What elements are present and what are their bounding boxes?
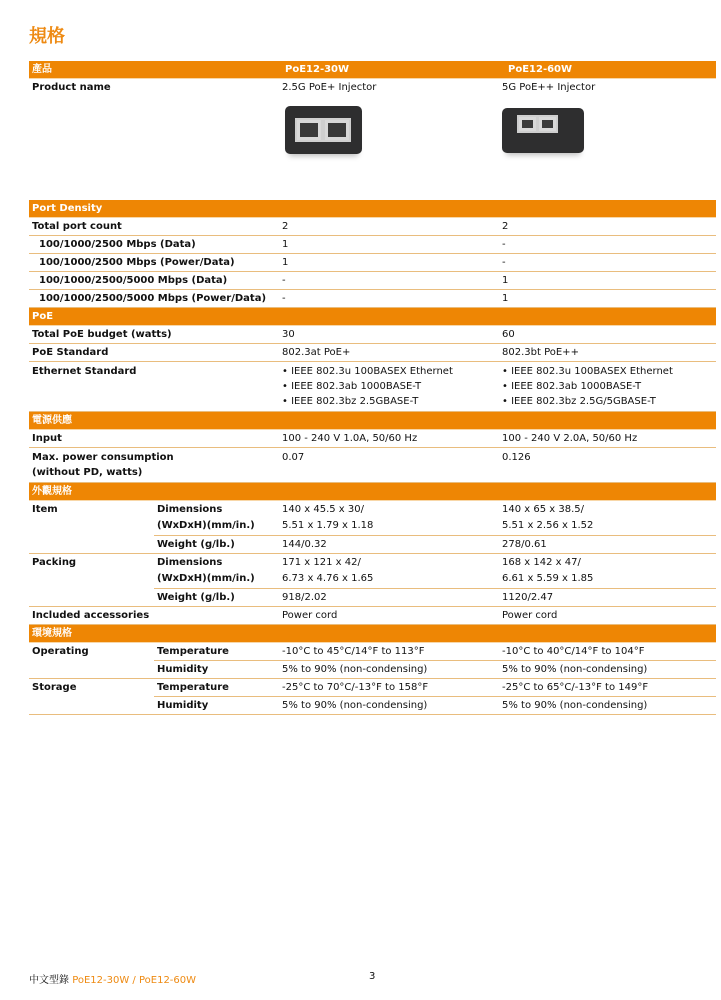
value-a: 1 (282, 239, 289, 250)
section-title: 環境規格 (32, 628, 72, 639)
value-b: 1 (502, 275, 509, 286)
product-image-row (29, 96, 716, 200)
value-a: 2 (282, 221, 289, 232)
value-a: 2.5G PoE+ Injector (282, 82, 377, 93)
table-row (29, 254, 716, 272)
header-product: 產品 (32, 64, 52, 75)
value-a: 918/2.02 (282, 592, 327, 603)
row-label: Temperature (157, 682, 229, 693)
value-a (279, 555, 499, 587)
row-label (29, 450, 279, 480)
row-label: Total port count (32, 221, 122, 232)
label-line: Dimensions (157, 557, 223, 568)
value-b: Power cord (502, 610, 558, 621)
header-model-b: PoE12-60W (508, 64, 573, 75)
row-label: Total PoE budget (watts) (32, 329, 172, 340)
row-label: Input (32, 433, 62, 444)
table-header (29, 61, 716, 79)
row-label: Temperature (157, 646, 229, 657)
table-row (154, 697, 716, 715)
product-image-b (502, 108, 584, 153)
list-item: • IEEE 802.3bz 2.5G/5GBASE-T (502, 396, 656, 407)
page-title: 規格 (29, 26, 65, 47)
row-label (154, 555, 279, 587)
table-row (154, 661, 716, 679)
footer-models: PoE12-30W / PoE12-60W (72, 975, 197, 986)
row-label: 100/1000/2500/5000 Mbps (Data) (39, 275, 228, 286)
table-row (29, 448, 716, 483)
value-b (499, 502, 716, 534)
header-model-a: PoE12-30W (285, 64, 350, 75)
table-row (29, 326, 716, 344)
label-line: (WxDxH)(mm/in.) (157, 520, 255, 531)
section-title: 外觀規格 (32, 486, 72, 497)
footer-label: 中文型錄 (29, 975, 69, 986)
section-environment (29, 625, 716, 643)
value-b: 2 (502, 221, 509, 232)
page-number: 3 (369, 971, 376, 982)
table-row (29, 607, 716, 625)
row-label: Humidity (157, 664, 209, 675)
value-a: 1 (282, 257, 289, 268)
value-a (279, 364, 499, 409)
table-row (154, 643, 716, 661)
label-line: Dimensions (157, 504, 223, 515)
value-a (279, 502, 499, 534)
value-a: - (282, 293, 286, 304)
group-operating (29, 643, 716, 679)
row-label: Weight (g/lb.) (157, 539, 235, 550)
value-a: -25°C to 70°C/-13°F to 158°F (282, 682, 429, 693)
value-line: 6.61 x 5.59 x 1.85 (502, 573, 594, 584)
value-b: 1 (502, 293, 509, 304)
value-b: - (502, 257, 506, 268)
value-b: 5% to 90% (non-condensing) (502, 700, 648, 711)
value-a: 5% to 90% (non-condensing) (282, 664, 428, 675)
table-row (154, 679, 716, 697)
list-item: • IEEE 802.3u 100BASEX Ethernet (502, 366, 673, 377)
list-item: • IEEE 802.3ab 1000BASE-T (282, 381, 422, 392)
label-line: (WxDxH)(mm/in.) (157, 573, 255, 584)
value-b: 60 (502, 329, 515, 340)
label-line: (without PD, watts) (32, 467, 143, 478)
table-row (29, 218, 716, 236)
value-b: - (502, 239, 506, 250)
row-label: Included accessories (32, 610, 150, 621)
value-b: 802.3bt PoE++ (502, 347, 579, 358)
value-line: 5.51 x 1.79 x 1.18 (282, 520, 374, 531)
value-line: 140 x 45.5 x 30/ (282, 504, 364, 515)
value-a: 100 - 240 V 1.0A, 50/60 Hz (282, 433, 418, 444)
port-out-icon (295, 118, 323, 142)
value-a: - (282, 275, 286, 286)
value-a: 0.07 (282, 452, 305, 463)
section-title: 電源供應 (32, 415, 72, 426)
label-line: Max. power consumption (32, 452, 174, 463)
table-row (29, 290, 716, 308)
footer (29, 971, 196, 986)
table-row (154, 589, 716, 607)
group-item (29, 501, 716, 554)
group-label: Item (29, 501, 154, 554)
table-row (29, 344, 716, 362)
value-line: 6.73 x 4.76 x 1.65 (282, 573, 374, 584)
group-label: Packing (29, 554, 154, 607)
section-poe (29, 308, 716, 326)
row-label (154, 502, 279, 534)
list-item: • IEEE 802.3ab 1000BASE-T (502, 381, 642, 392)
list-item: • IEEE 802.3u 100BASEX Ethernet (282, 366, 453, 377)
value-a: 5% to 90% (non-condensing) (282, 700, 428, 711)
value-a: -10°C to 45°C/14°F to 113°F (282, 646, 425, 657)
value-line: 168 x 142 x 47/ (502, 557, 581, 568)
row-label: 100/1000/2500 Mbps (Data) (39, 239, 196, 250)
value-a: 144/0.32 (282, 539, 327, 550)
section-physical (29, 483, 716, 501)
table-row (29, 430, 716, 448)
value-b: 278/0.61 (502, 539, 547, 550)
row-label: 100/1000/2500/5000 Mbps (Power/Data) (39, 293, 267, 304)
value-line: 171 x 121 x 42/ (282, 557, 361, 568)
value-b (499, 555, 716, 587)
port-out-icon (517, 115, 538, 133)
table-row (154, 536, 716, 554)
section-title: PoE (32, 311, 54, 322)
value-a: 30 (282, 329, 295, 340)
value-b: -25°C to 65°C/-13°F to 149°F (502, 682, 649, 693)
value-line: 5.51 x 2.56 x 1.52 (502, 520, 594, 531)
value-b: 100 - 240 V 2.0A, 50/60 Hz (502, 433, 638, 444)
value-b: -10°C to 40°C/14°F to 104°F (502, 646, 645, 657)
section-power (29, 412, 716, 430)
row-label: 100/1000/2500 Mbps (Power/Data) (39, 257, 235, 268)
value-line: 140 x 65 x 38.5/ (502, 504, 584, 515)
group-packing (29, 554, 716, 607)
port-in-icon (323, 118, 351, 142)
section-title: Port Density (32, 203, 103, 214)
product-name-row (29, 79, 716, 96)
row-label: Product name (32, 82, 111, 93)
row-label: Weight (g/lb.) (157, 592, 235, 603)
value-b: 1120/2.47 (502, 592, 554, 603)
table-row (154, 554, 716, 589)
table-row (154, 501, 716, 536)
group-label: Operating (29, 643, 154, 679)
row-label: Humidity (157, 700, 209, 711)
value-a: Power cord (282, 610, 338, 621)
row-label: Ethernet Standard (32, 366, 137, 377)
list-item: • IEEE 802.3bz 2.5GBASE-T (282, 396, 419, 407)
value-b (499, 364, 716, 409)
value-a: 802.3at PoE+ (282, 347, 351, 358)
table-row (29, 236, 716, 254)
row-label: PoE Standard (32, 347, 109, 358)
value-b: 5G PoE++ Injector (502, 82, 596, 93)
port-in-icon (537, 115, 558, 133)
value-b: 0.126 (502, 452, 531, 463)
group-label: Storage (29, 679, 154, 715)
spec-table (29, 61, 716, 715)
section-port-density (29, 200, 716, 218)
table-row (29, 362, 716, 412)
product-image-a (285, 106, 362, 154)
group-storage (29, 679, 716, 715)
value-b: 5% to 90% (non-condensing) (502, 664, 648, 675)
table-row (29, 272, 716, 290)
